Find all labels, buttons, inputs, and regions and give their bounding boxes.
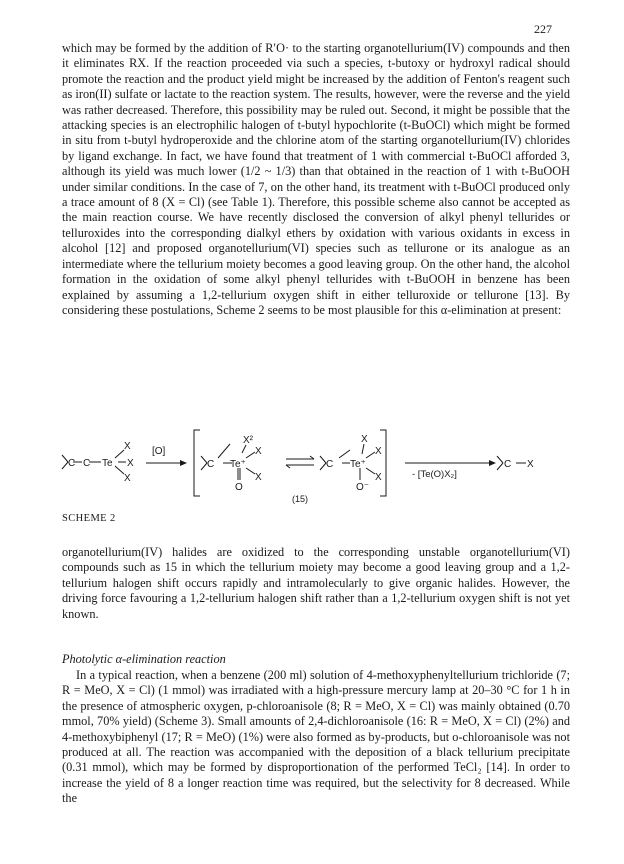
page-number: 227 bbox=[534, 22, 552, 36]
atom-carbon-b1: C bbox=[207, 459, 215, 470]
atom-x-top: X bbox=[124, 441, 131, 452]
atom-x-b1-bottom: X bbox=[255, 472, 262, 483]
paragraph-photolytic-reaction: In a typical reaction, when a benzene (200 ml) solution of 4-methoxyphenyltellurium trichloride (7; R = MeO, X = Cl) (1 mmol) was irradiated with a high-pressure mercury lamp at 20–30 °C for 1 h in the presence of atmospheric oxygen, p-chloroanisole (8; R = MeO, X = Cl) was mainly obtained (0.70 mmol, 70% yield) (Scheme 3). Small amounts of 2,4-dichloroanisole (16: R = MeO, X = Cl) (2%) and 4-methoxybiphenyl (17; R = MeO) (1%) were also formed as by-products, but o-chloroanisole was not produced at all. The reaction was accompanied with the deposition of a black tellurium precipitate (0.31 mmol), which may be formed by disproportionation of the performed TeCl₂ [14]. In order to increase the yield of 8 a longer reaction time was required, but the selectivity for 8 decreased. While the bbox=[62, 668, 570, 806]
atom-x-b2-bottom: X bbox=[375, 472, 382, 483]
paragraph-mechanism-discussion: which may be formed by the addition of R′O· to the starting organotellurium(IV) compounds and then it eliminates RX. If the reaction proceeded via such a species, t-butoxy or hydroxyl radical should promote the reaction and the product yield might be increased by the addition of Fenton's reagent such as iron(II) sulfate or lactate to the reaction system. The results, however, were the reverse and the yield was rather decreased. Therefore, this possibility may be ruled out. Second, it might be possible that the attacking species is an electrophilic halogen of t-butyl hypochlorite (t-BuOCl) which might be formed in situ from t-butyl hydroperoxide and the chlorine atom of the starting organotellurium(IV) chlorides by ligand exchange. In fact, we have found that treatment of 1 with commercial t-BuOCl afforded 3, although its yield was much lower (1/2 ~ 1/3) than that obtained in the reaction of 1 with t-BuOOH under similar conditions. In the case of 7, on the other hand, its treatment with t-BuOCl produced only a trace amount of 8 (X = Cl) (see Table 1). Therefore, this possible scheme also cannot be accepted as the main reaction course. We have recently disclosed the conversion of alkyl phenyl tellurides or telluroxides into the corresponding dialkyl ethers by oxidation with various oxidants in excess in alcohol [12] and proposed organotellurium(VI) species such as tellurone or its analogue as an intermediate where the tellurium moiety becomes a good leaving group. On the other hand, the alcohol formation in the oxidation of some alkyl phenyl tellurides with t-BuOOH in benzene has been explained by assuming a 1,2-tellurium oxygen shift in either telluroxide or tellurone [13]. By considering these postulations, Scheme 2 seems to be most plausible for this α-elimination at present: bbox=[62, 41, 570, 317]
atom-x-b2-right: X bbox=[375, 446, 382, 457]
atom-x-product: X bbox=[527, 459, 534, 470]
atom-carbon: C bbox=[68, 458, 76, 469]
atom-x-bottom: X bbox=[124, 473, 131, 484]
scheme-2-diagram bbox=[60, 418, 572, 508]
atom-carbon-b2: C bbox=[326, 459, 334, 470]
byproduct-label: - [Te(O)X₂] bbox=[412, 469, 457, 480]
atom-te-plus-b2: Te⁺ bbox=[350, 459, 366, 470]
atom-tellurium: Te bbox=[102, 458, 113, 469]
section-heading: Photolytic α-elimination reaction bbox=[62, 652, 226, 666]
atom-oxygen-minus-b2: O⁻ bbox=[356, 482, 370, 493]
atom-oxygen-b1: O bbox=[235, 482, 243, 493]
atom-carbon-product: C bbox=[504, 459, 512, 470]
compound-label: (15) bbox=[292, 494, 309, 504]
paragraph-scheme-explanation: organotellurium(IV) halides are oxidized to the corresponding unstable organotellurium(VI) compounds such as 15 in which the tellurium moiety may become a good leaving group and a 1,2-tellurium halogen shift occurs rapidly and intramolecularly to give organic halides. However, the driving force favouring a 1,2-tellurium halogen shift rather than a 1,2-tellurium oxygen shift is not yet known. bbox=[62, 545, 570, 621]
atom-x-mid: X bbox=[127, 458, 134, 469]
scheme-caption: SCHEME 2 bbox=[62, 513, 116, 524]
atom-x-b2-top: X bbox=[361, 434, 368, 445]
atom-te-plus-b1: Te⁺ bbox=[230, 459, 246, 470]
atom-x2: X² bbox=[243, 435, 253, 446]
oxidant-label: [O] bbox=[152, 446, 166, 457]
atom-x-b1-top: X bbox=[255, 446, 262, 457]
atom-carbon-2: C bbox=[83, 458, 91, 469]
